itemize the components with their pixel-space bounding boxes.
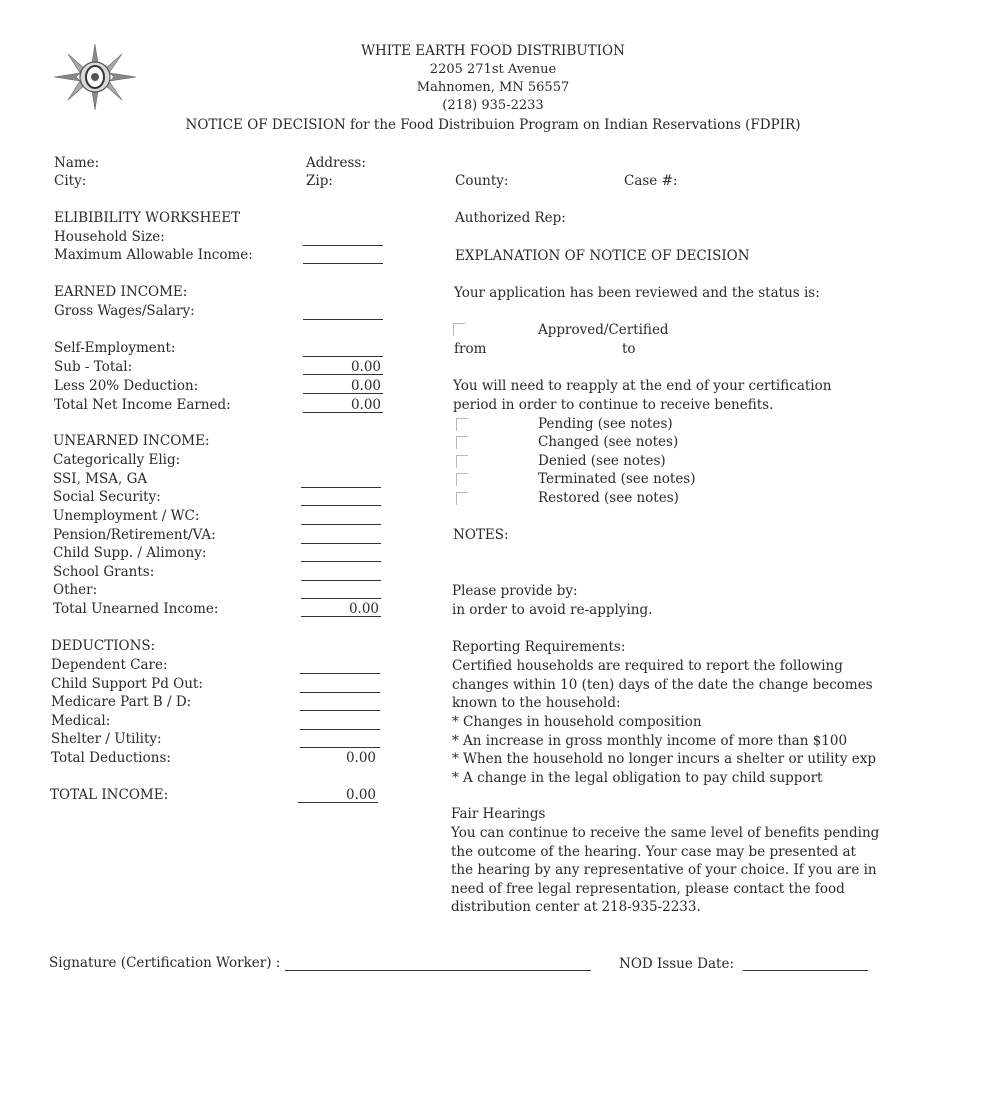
child-support-out-label: Child Support Pd Out: bbox=[51, 676, 203, 692]
less-20-label: Less 20% Deduction: bbox=[54, 378, 199, 394]
address-label: Address: bbox=[306, 155, 366, 171]
worksheet-title: ELIBIBILITY WORKSHEET bbox=[54, 210, 241, 226]
changed-checkbox[interactable] bbox=[456, 436, 468, 449]
medicare-field[interactable] bbox=[300, 710, 380, 711]
signature-line[interactable] bbox=[285, 970, 591, 971]
shelter-field[interactable] bbox=[300, 747, 380, 748]
total-net-label: Total Net Income Earned: bbox=[54, 397, 231, 413]
household-size-label: Household Size: bbox=[54, 229, 165, 245]
avoid-reapply-text: in order to avoid re-applying. bbox=[452, 602, 653, 618]
reporting-line-2: changes within 10 (ten) days of the date the change becomes bbox=[452, 677, 873, 693]
ssi-field[interactable] bbox=[301, 487, 381, 488]
reporting-bullet-4: * A change in the legal obligation to pay child support bbox=[452, 770, 823, 786]
pending-label: Pending (see notes) bbox=[538, 416, 673, 432]
school-grants-field[interactable] bbox=[301, 580, 381, 581]
restored-checkbox[interactable] bbox=[456, 492, 468, 505]
from-label: from bbox=[454, 341, 487, 357]
provide-by-label: Please provide by: bbox=[452, 583, 578, 599]
social-security-label: Social Security: bbox=[53, 489, 161, 505]
max-income-field[interactable] bbox=[303, 263, 383, 264]
fair-hearings-line-4: need of free legal representation, please contact the food bbox=[451, 881, 845, 897]
total-unearned-value[interactable]: 0.00 bbox=[301, 601, 381, 617]
earned-income-title: EARNED INCOME: bbox=[54, 284, 188, 300]
reviewed-text: Your application has been reviewed and the status is: bbox=[454, 285, 820, 301]
household-size-field[interactable] bbox=[303, 245, 383, 246]
sub-total-value[interactable]: 0.00 bbox=[303, 359, 383, 375]
notice-title: NOTICE OF DECISION for the Food Distribuion Program on Indian Reservations (FDPIR) bbox=[185, 117, 801, 133]
signature-label: Signature (Certification Worker) : bbox=[49, 955, 281, 971]
unearned-income-title: UNEARNED INCOME: bbox=[53, 433, 210, 449]
child-supp-field[interactable] bbox=[301, 561, 381, 562]
denied-label: Denied (see notes) bbox=[538, 453, 666, 469]
social-security-field[interactable] bbox=[301, 505, 381, 506]
nod-issue-date-label: NOD Issue Date: bbox=[619, 956, 734, 972]
approved-checkbox[interactable] bbox=[453, 323, 465, 336]
max-income-label: Maximum Allowable Income: bbox=[54, 247, 253, 263]
explanation-title: EXPLANATION OF NOTICE OF DECISION bbox=[455, 248, 750, 264]
sub-total-label: Sub - Total: bbox=[54, 359, 133, 375]
reporting-line-3: known to the household: bbox=[452, 695, 621, 711]
street-address: 2205 271st Avenue bbox=[429, 62, 557, 77]
name-label: Name: bbox=[54, 155, 100, 171]
pension-field[interactable] bbox=[301, 543, 381, 544]
zip-label: Zip: bbox=[306, 173, 333, 189]
approved-label: Approved/Certified bbox=[538, 322, 669, 338]
total-unearned-label: Total Unearned Income: bbox=[53, 601, 219, 617]
unemployment-field[interactable] bbox=[301, 524, 381, 525]
to-label: to bbox=[622, 341, 636, 357]
unemployment-label: Unemployment / WC: bbox=[53, 508, 200, 524]
denied-checkbox[interactable] bbox=[456, 455, 468, 468]
less-20-value[interactable]: 0.00 bbox=[303, 378, 383, 394]
shelter-label: Shelter / Utility: bbox=[51, 731, 162, 747]
notes-label: NOTES: bbox=[453, 527, 509, 543]
fair-hearings-line-1: You can continue to receive the same level of benefits pending bbox=[451, 825, 880, 841]
total-net-value[interactable]: 0.00 bbox=[303, 397, 383, 413]
reporting-bullet-3: * When the household no longer incurs a shelter or utility exp bbox=[452, 751, 877, 767]
total-deductions-value[interactable]: 0.00 bbox=[345, 750, 376, 766]
reapply-line-2: period in order to continue to receive benefits. bbox=[453, 397, 774, 413]
changed-label: Changed (see notes) bbox=[538, 434, 679, 450]
child-support-out-field[interactable] bbox=[300, 692, 380, 693]
fair-hearings-line-2: the outcome of the hearing. Your case may be presented at bbox=[451, 844, 856, 860]
school-grants-label: School Grants: bbox=[53, 564, 155, 580]
self-employment-label: Self-Employment: bbox=[54, 340, 176, 356]
fair-hearings-line-5: distribution center at 218-935-2233. bbox=[451, 899, 701, 915]
gross-wages-label: Gross Wages/Salary: bbox=[54, 303, 195, 319]
total-income-value[interactable]: 0.00 bbox=[298, 787, 378, 803]
dependent-care-field[interactable] bbox=[300, 673, 380, 674]
city-state: Mahnomen, MN 56557 bbox=[416, 80, 570, 95]
authorized-rep-label: Authorized Rep: bbox=[455, 210, 566, 226]
terminated-checkbox[interactable] bbox=[456, 473, 468, 486]
reporting-line-1: Certified households are required to report the following bbox=[452, 658, 843, 674]
case-number-label: Case #: bbox=[624, 173, 678, 189]
county-label: County: bbox=[455, 173, 509, 189]
self-employment-field[interactable] bbox=[303, 356, 383, 357]
terminated-label: Terminated (see notes) bbox=[538, 471, 696, 487]
pension-label: Pension/Retirement/VA: bbox=[53, 527, 216, 543]
medicare-label: Medicare Part B / D: bbox=[51, 694, 192, 710]
dependent-care-label: Dependent Care: bbox=[51, 657, 168, 673]
deductions-title: DEDUCTIONS: bbox=[51, 638, 156, 654]
other-label: Other: bbox=[53, 582, 98, 598]
city-label: City: bbox=[54, 173, 87, 189]
other-field[interactable] bbox=[301, 598, 381, 599]
nod-issue-date-line[interactable] bbox=[743, 970, 868, 971]
total-income-label: TOTAL INCOME: bbox=[50, 787, 169, 803]
medical-label: Medical: bbox=[51, 713, 111, 729]
pending-checkbox[interactable] bbox=[456, 418, 468, 431]
reapply-line-1: You will need to reapply at the end of your certification bbox=[453, 378, 832, 394]
restored-label: Restored (see notes) bbox=[538, 490, 679, 506]
reporting-title: Reporting Requirements: bbox=[452, 639, 626, 655]
phone-number: (218) 935-2233 bbox=[442, 98, 544, 113]
cat-elig-label: Categorically Elig: bbox=[53, 452, 181, 468]
ssi-label: SSI, MSA, GA bbox=[53, 471, 148, 487]
medical-field[interactable] bbox=[300, 729, 380, 730]
reporting-bullet-1: * Changes in household composition bbox=[452, 714, 702, 730]
org-name: WHITE EARTH FOOD DISTRIBUTION bbox=[361, 43, 625, 59]
child-supp-label: Child Supp. / Alimony: bbox=[53, 545, 207, 561]
fair-hearings-line-3: the hearing by any representative of your choice. If you are in bbox=[451, 862, 877, 878]
reporting-bullet-2: * An increase in gross monthly income of more than $100 bbox=[452, 733, 848, 749]
total-deductions-label: Total Deductions: bbox=[51, 750, 171, 766]
gross-wages-field[interactable] bbox=[303, 319, 383, 320]
fair-hearings-title: Fair Hearings bbox=[451, 806, 546, 822]
